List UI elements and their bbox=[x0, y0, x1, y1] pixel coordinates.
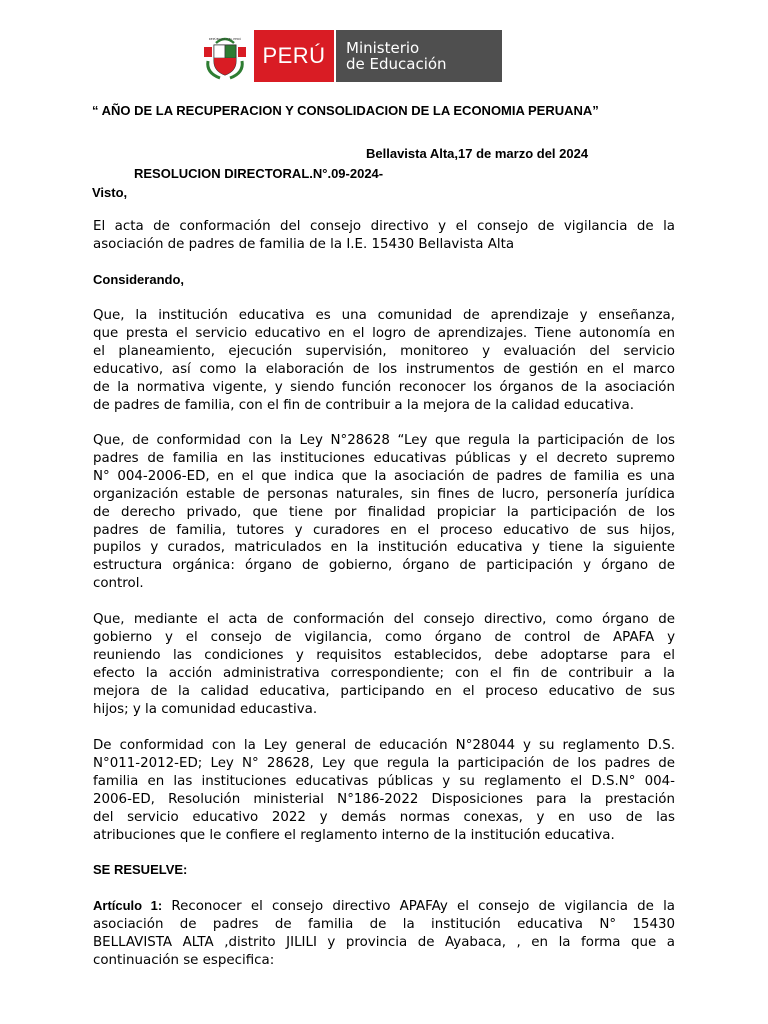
paragraph-line: asociación de padres de familia de la I.E. 15430 Bellavista Alta bbox=[93, 236, 515, 252]
articulo-1-first-text: Reconocer el consejo directivo APAFAy el consejo de vigilancia de la bbox=[162, 899, 675, 914]
articulo-1-rest bbox=[93, 916, 675, 970]
paragraph-line: Que, mediante el acta de conformación del consejo directivo, como órgano de bbox=[93, 612, 675, 627]
shield-caption: REPÚBLICA DEL PERÚ bbox=[208, 37, 242, 41]
paragraph-line: que presta el servicio educativo en el logro de aprendizajes. Tiene autonomía en bbox=[93, 325, 675, 341]
visto-heading: Visto, bbox=[92, 185, 128, 200]
paragraph-line: el planeamiento, ejecución supervisión, monitoreo y evaluación del servicio bbox=[93, 343, 675, 359]
paragraph-line: efecto la acción administrativa correspondiente; con el fin de contribuir a la bbox=[93, 665, 675, 681]
que-paragraph-3 bbox=[93, 611, 675, 718]
paragraph-line: del servicio educativo 2022 y demás normas conexas, y en uso de las bbox=[93, 809, 675, 825]
paragraph-line: reuniendo las condiciones y requisitos establecidos, debe adoptarse para el bbox=[93, 647, 675, 663]
paragraph-line: de padres de familia, con el fin de contribuir a la mejora de la calidad educativa. bbox=[93, 397, 634, 413]
paragraph-line: mejora de la calidad educativa, participando en el proceso educativo de sus bbox=[93, 683, 675, 699]
ministry-line-2: de Educación bbox=[346, 55, 447, 73]
paragraph-line: padres de familia en las instituciones educativas públicas y el decreto supremo bbox=[93, 450, 675, 466]
articulo-1-first-line bbox=[93, 897, 675, 916]
paragraph-line: N°011-2012-ED; Ley N° 28628, Ley que regula la participación de los padres de bbox=[93, 755, 675, 771]
paragraph-line: El acta de conformación del consejo directivo y el consejo de vigilancia de la bbox=[93, 219, 675, 234]
considerando-heading: Considerando, bbox=[93, 272, 185, 287]
ministry-logo bbox=[196, 30, 502, 82]
paragraph-line: pupilos y curados, matriculados en la institución educativa y tiene la siguiente bbox=[93, 540, 675, 556]
paragraph-line: familia en las instituciones educativas públicas y su reglamento el D.S.N° 004- bbox=[93, 773, 675, 789]
peru-shield-icon bbox=[196, 30, 254, 82]
paragraph-line: padres de familia, tutores y curadores en el proceso educativo de sus hijos, bbox=[93, 522, 675, 538]
paragraph-line: Que, la institución educativa es una comunidad de aprendizaje y enseñanza, bbox=[93, 308, 675, 323]
que-paragraph-2 bbox=[93, 432, 675, 593]
paragraph-line: control. bbox=[93, 576, 144, 592]
paragraph-line: estructura orgánica: órgano de gobierno, órgano de participación y órgano de bbox=[93, 558, 675, 574]
paragraph-line: gobierno y el consejo de vigilancia, como órgano de control de APAFA y bbox=[93, 629, 675, 645]
ministry-name bbox=[334, 30, 502, 82]
paragraph-line: asociación de padres de familia de la institución educativa N° 15430 bbox=[93, 916, 675, 932]
ministry-line-1: Ministerio bbox=[346, 39, 420, 57]
paragraph-line: atribuciones que le confiere el reglamento interno de la institución educativa. bbox=[93, 827, 615, 843]
paragraph-line: organización estable de personas naturales, sin fines de lucro, personería jurídica bbox=[93, 486, 675, 502]
paragraph-line: 2006-ED, Resolución ministerial N°186-2022 Disposiciones para la prestación bbox=[93, 791, 675, 807]
peru-brand: PERÚ bbox=[254, 30, 334, 82]
paragraph-line: Que, de conformidad con la Ley N°28628 “Ley que regula la participación de los bbox=[93, 433, 675, 448]
articulo-1-paragraph bbox=[93, 897, 675, 970]
paragraph-line: de derecho privado, que tiene por finalidad propiciar la participación de los bbox=[93, 504, 675, 520]
paragraph-line: N° 004-2006-ED, en el que indica que la asociación de padres de familia es una bbox=[93, 468, 675, 484]
de-conformidad-paragraph bbox=[93, 737, 675, 844]
paragraph-line: De conformidad con la Ley general de educación N°28044 y su reglamento D.S. bbox=[93, 738, 675, 753]
paragraph-line: BELLAVISTA ALTA ,distrito JILILI y provincia de Ayabaca, , en la forma que a bbox=[93, 934, 675, 950]
date-line: Bellavista Alta,17 de marzo del 2024 bbox=[366, 146, 589, 161]
se-resuelve-heading: SE RESUELVE: bbox=[93, 862, 188, 877]
year-motto: “ AÑO DE LA RECUPERACION Y CONSOLIDACION DE LA ECONOMIA PERUANA” bbox=[92, 103, 599, 118]
paragraph-line: hijos; y la comunidad educastiva. bbox=[93, 701, 318, 717]
paragraph-line: de la normativa vigente, y siendo función reconocer los órganos de la asociación bbox=[93, 379, 675, 395]
que-paragraph-1 bbox=[93, 307, 675, 414]
acta-paragraph bbox=[93, 218, 675, 254]
articulo-1-label: Artículo 1: bbox=[93, 898, 163, 913]
resolution-number: RESOLUCION DIRECTORAL.N°.09-2024- bbox=[134, 166, 384, 181]
paragraph-line: educativo, así como la elaboración de los instrumentos de gestión en el marco bbox=[93, 361, 675, 377]
paragraph-line: continuación se especifica: bbox=[93, 952, 275, 968]
